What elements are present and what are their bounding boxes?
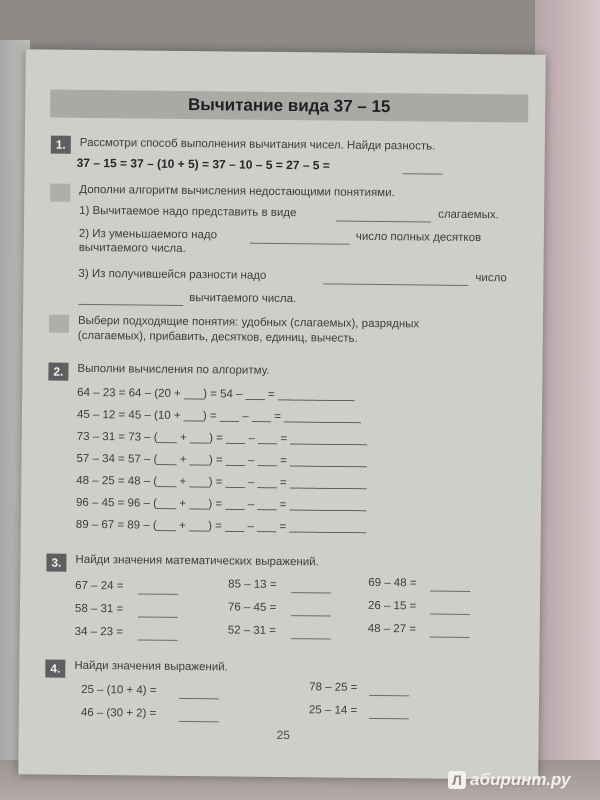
expression: 85 – 13 = xyxy=(228,578,277,591)
watermark xyxy=(448,768,594,792)
expression: 69 – 48 = xyxy=(368,576,417,590)
algo-step-3-end: вычитаемого числа. xyxy=(189,292,297,306)
expression: 25 – (10 + 4) = xyxy=(81,683,157,697)
answer-blank[interactable] xyxy=(430,637,470,638)
task-marker xyxy=(50,184,70,202)
answer-blank[interactable] xyxy=(430,614,470,615)
algo-step-3-mid: число xyxy=(475,272,507,285)
algo-step-3: 3) Из получившейся разности надо xyxy=(78,267,267,282)
task1-instruction: Рассмотри способ выполнения вычитания чисел. Найди разность. xyxy=(79,136,436,153)
choose-text-line2: (слагаемых), прибавить, десятков, единиц, вычесть. xyxy=(77,329,358,345)
answer-blank[interactable] xyxy=(138,640,178,641)
answer-blank[interactable] xyxy=(369,718,409,719)
algo-step-2-end: вычитаемого числа. xyxy=(78,241,186,255)
algo-step-2-mid: число полных десятков xyxy=(355,230,482,245)
answer-blank[interactable] xyxy=(291,592,331,593)
expression: 34 – 23 = xyxy=(74,625,124,639)
expression: 67 – 24 = xyxy=(75,579,124,593)
task-number-2: 2. xyxy=(48,363,68,381)
algo-step-2: 2) Из уменьшаемого надо xyxy=(78,227,218,242)
answer-blank[interactable] xyxy=(250,243,350,245)
answer-blank[interactable] xyxy=(179,721,219,722)
answer-blank[interactable] xyxy=(78,304,183,306)
answer-blank[interactable] xyxy=(291,638,331,639)
calc-row: 48 – 25 = 48 – (___ + ___) = ___ – ___ = ____________ xyxy=(76,474,367,490)
calc-row: 57 – 34 = 57 – (___ + ___) = ___ – ___ = ____________ xyxy=(76,452,367,468)
task3-instruction: Найди значения математических выражений. xyxy=(75,553,319,569)
answer-blank[interactable] xyxy=(179,698,219,699)
task2-instruction: Выполни вычисления по алгоритму. xyxy=(77,362,270,377)
answer-blank[interactable] xyxy=(138,594,178,595)
answer-blank[interactable] xyxy=(369,695,409,696)
task-number-4: 4. xyxy=(45,660,65,678)
expression: 78 – 25 = xyxy=(309,681,358,694)
answer-blank[interactable] xyxy=(403,173,443,174)
labirint-logo-icon: Л xyxy=(448,771,466,789)
expression: 46 – (30 + 2) = xyxy=(80,706,157,720)
expression: 76 – 45 = xyxy=(227,601,277,614)
page-title: Вычитание вида 37 – 15 xyxy=(50,90,528,123)
expression: 48 – 27 = xyxy=(367,622,417,636)
calc-row: 73 – 31 = 73 – (___ + ___) = ___ – ___ = ____________ xyxy=(76,430,368,446)
workbook-page xyxy=(18,49,546,779)
page-number: 25 xyxy=(276,727,291,743)
answer-blank[interactable] xyxy=(323,283,468,286)
answer-blank[interactable] xyxy=(336,221,431,223)
expression: 25 – 14 = xyxy=(308,704,358,717)
watermark-text: абиринт.ру xyxy=(470,770,571,789)
answer-blank[interactable] xyxy=(430,591,470,592)
calc-row: 96 – 45 = 96 – (___ + ___) = ___ – ___ = ____________ xyxy=(76,496,367,512)
expression: 58 – 31 = xyxy=(74,602,124,616)
algo-instruction: Дополни алгоритм вычисления недостающими понятиями. xyxy=(79,183,395,200)
task-number-3: 3. xyxy=(46,554,66,572)
calc-row: 89 – 67 = 89 – (___ + ___) = ___ – ___ = ____________ xyxy=(75,518,367,534)
choose-text-line1: Выбери подходящие понятия: удобных (слагаемых), разрядных xyxy=(77,314,420,331)
task-marker xyxy=(49,315,69,333)
algo-step-1: 1) Вычитаемое надо представить в виде xyxy=(79,204,297,220)
task4-instruction: Найди значения выражений. xyxy=(74,659,228,674)
answer-blank[interactable] xyxy=(291,615,331,616)
calc-row: 45 – 12 = 45 – (10 + ___) = ___ – ___ = ____________ xyxy=(76,408,361,424)
algo-step-1-end: слагаемых. xyxy=(438,208,499,222)
expression: 52 – 31 = xyxy=(227,624,277,637)
calc-row: 64 – 23 = 64 – (20 + ___) = 54 – ___ = ____________ xyxy=(77,386,355,402)
task-number-1: 1. xyxy=(51,136,71,154)
task1-example: 37 – 15 = 37 – (10 + 5) = 37 – 10 – 5 = 27 – 5 = xyxy=(76,155,330,173)
answer-blank[interactable] xyxy=(138,617,178,618)
expression: 26 – 15 = xyxy=(367,599,417,613)
